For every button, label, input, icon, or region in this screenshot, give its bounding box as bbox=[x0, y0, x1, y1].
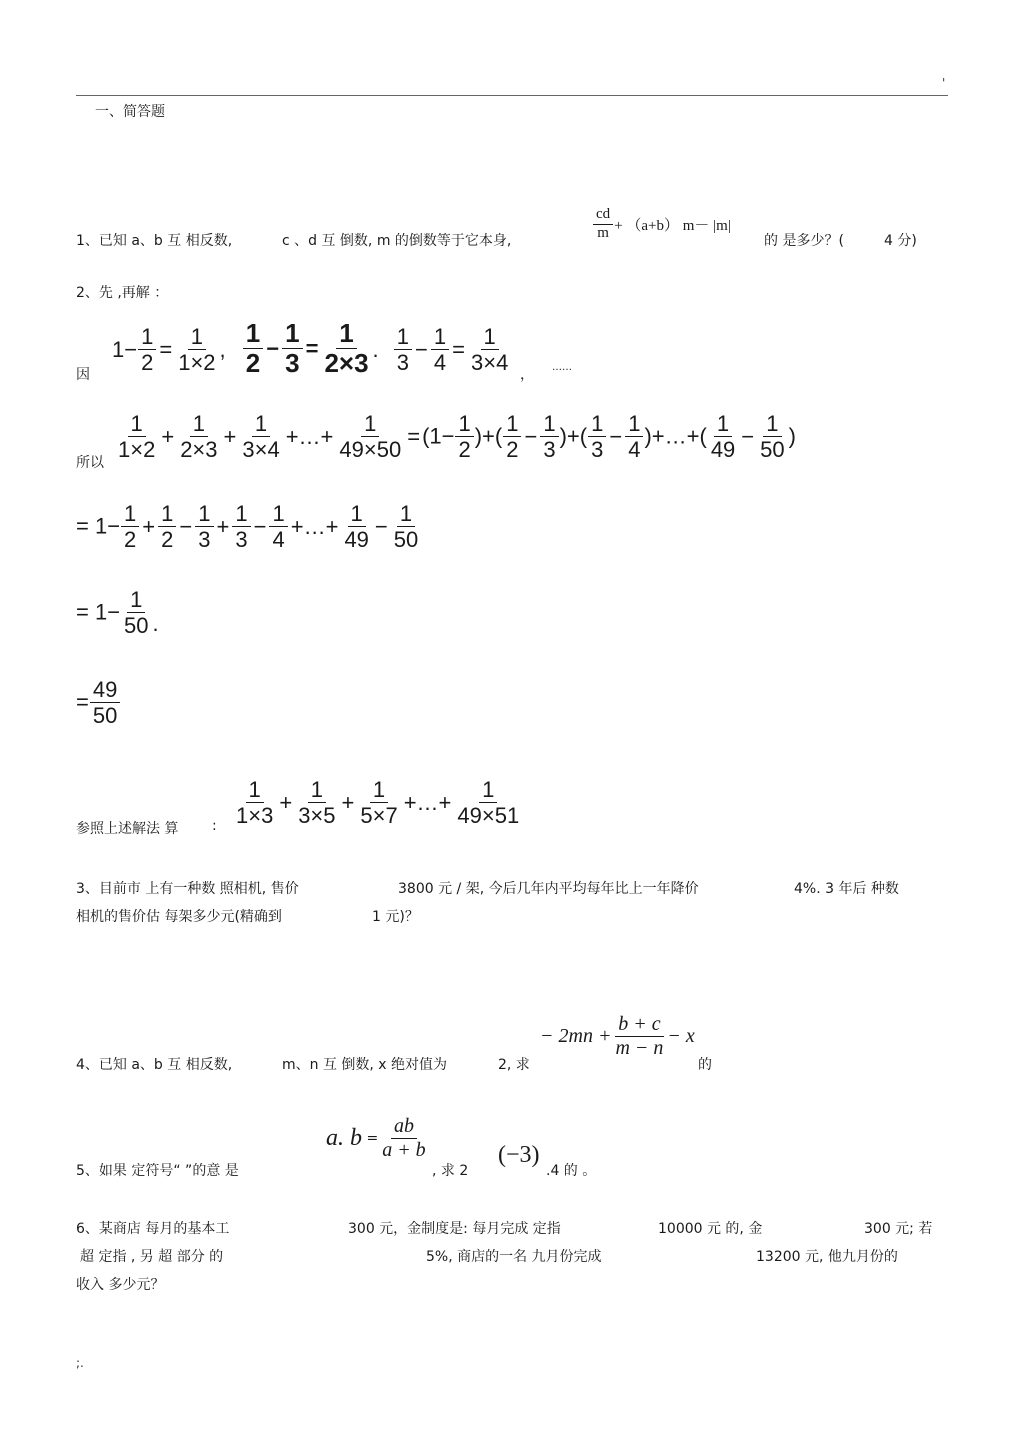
q6-line2-b: 5%, 商店的一名 九月份完成 bbox=[426, 1249, 602, 1265]
q2-expanded-line: = 1− $\frac{1}{2}$ + $\frac{1}{2}$ − $\frac{1}{3}$ + $\frac{1}{3}$ − $\frac{1}{4}$ +…+ $\frac{1}{49}$ − $\frac{1}{50}$ bbox=[76, 501, 419, 553]
q2-because: 因 bbox=[76, 367, 90, 383]
q3-text-a: 3、目前市 上有一种数 照相机, 售价 bbox=[76, 881, 299, 897]
q1-expr-rest: + （a+b） m－ |m| bbox=[614, 217, 731, 234]
q2-intro: 2、先 ,再解 ： bbox=[76, 285, 169, 301]
q1-frac-den: m bbox=[597, 224, 609, 241]
q2-comma: ， bbox=[520, 367, 534, 383]
header-rule bbox=[76, 95, 948, 96]
q3-text-c: 4%. 3 年后 种数 bbox=[794, 881, 899, 897]
q5-neg-three: (−3) bbox=[498, 1142, 540, 1168]
q6-line1-a: 6、某商店 每月的基本工 bbox=[76, 1221, 230, 1237]
q5-text-a: 5、如果 定符号“ ”的意 是 bbox=[76, 1163, 239, 1179]
q2-dots: …… bbox=[552, 362, 572, 373]
q6-line1-d: 300 元; 若 bbox=[864, 1221, 933, 1237]
q1-points: 4 分) bbox=[884, 233, 917, 249]
q6-line2-a: 超 定指 , 另 超 部分 的 bbox=[80, 1249, 224, 1265]
q4-text-d: 的 bbox=[698, 1057, 712, 1073]
q2-so: 所以 bbox=[76, 455, 104, 471]
q6-line2-c: 13200 元, 他九月份的 bbox=[756, 1249, 898, 1265]
q3-line2-a: 相机的售价估 每架多少元(精确到 bbox=[76, 909, 282, 925]
q1-text-a: 1、已知 a、b 互 相反数, bbox=[76, 233, 233, 249]
q2-reference: 参照上述解法 算 bbox=[76, 821, 179, 837]
q5-text-b: , 求 2 bbox=[432, 1163, 469, 1179]
q3-line2-b: 1 元)？ bbox=[372, 909, 419, 925]
q5-text-c: .4 的 。 bbox=[546, 1163, 597, 1179]
q4-text-a: 4、已知 a、b 互 相反数, bbox=[76, 1057, 233, 1073]
q6-line1-b: 300 元，金制度是: 每月完成 定指 bbox=[348, 1221, 561, 1237]
q2-colon: : bbox=[212, 818, 217, 834]
q1-tail: 的 是多少？( bbox=[764, 233, 844, 249]
q3-text-b: 3800 元 / 架, 今后几年内平均每年比上一年降价 bbox=[398, 881, 699, 897]
q6-line1-c: 10000 元 的, 金 bbox=[658, 1221, 763, 1237]
q2-sum-line: $\frac{1}{1\times 2}$ + $\frac{1}{2\times 3}$ + $\frac{1}{3\times 4}$ +…+ $\frac{1}{49\times 50}$ =(1− $\frac{1}{2}$ )+( $\frac{1}{2}$ − $\frac{1}{3}$ )+( $\frac{1}{3}$ − $\frac{1}{4}$ )+…+( $\frac{1}{49}$ − $\frac{1}{50}$ ) bbox=[118, 411, 796, 463]
q2-simplified-line: = 1− $\frac{1}{50}$ . bbox=[76, 587, 159, 639]
q1-expression bbox=[592, 207, 731, 242]
page-corner-mark: ' bbox=[942, 76, 946, 90]
q4-text-b: m、n 互 倒数, x 绝对值为 bbox=[282, 1057, 448, 1073]
q2-example-line: 1− $\frac{1}{2}$ = $\frac{1}{1\times 2}$ , $\frac{1}{2}$ − $\frac{1}{3}$ = $\frac{1}{2\times 3}$ . $\frac{1}{3}$ − $\frac{1}{4}$ = $\frac{1}{3\times 4}$ bbox=[112, 318, 509, 379]
q1-text-b: c 、d 互 倒数, m 的倒数等于它本身, bbox=[282, 233, 512, 249]
q4-text-c: 2, 求 bbox=[498, 1057, 530, 1073]
page-bottom-mark: ;. bbox=[76, 1356, 84, 1370]
q1-frac-num: cd bbox=[593, 207, 613, 225]
q2-exercise-expression: $\frac{1}{1\times 3}$ + $\frac{1}{3\times 5}$ + $\frac{1}{5\times 7}$ +…+ $\frac{1}{49\times 51}$ bbox=[236, 777, 520, 829]
q2-result-line: = $\frac{49}{50}$ bbox=[76, 678, 121, 727]
q4-expression: − 2mn + $\frac{b + c}{m - n}$ − x bbox=[540, 1013, 695, 1059]
section-title: 一、简答题 bbox=[95, 104, 165, 120]
q5-definition: a. b = $\frac{ab}{a + b}$ bbox=[326, 1115, 426, 1161]
q6-line3: 收入 多少元？ bbox=[76, 1277, 165, 1293]
